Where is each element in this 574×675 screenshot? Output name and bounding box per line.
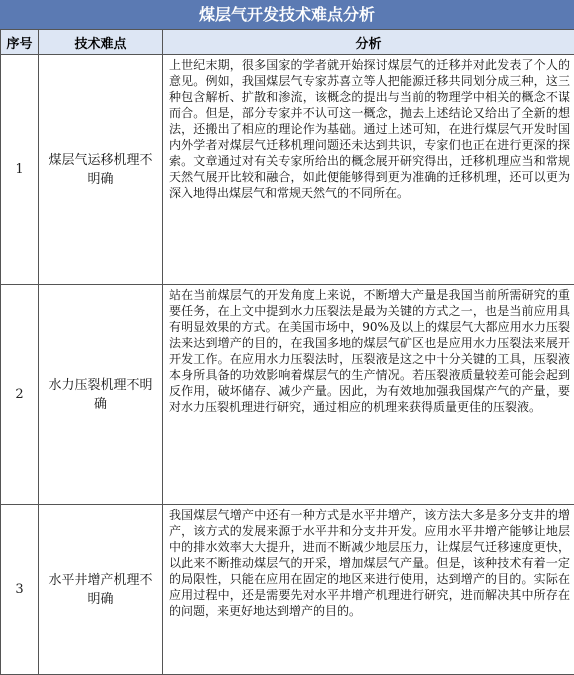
header-difficulty: 技术难点: [39, 30, 163, 55]
row-difficulty: 水平井增产机理不明确: [39, 505, 163, 675]
row-analysis: 上世纪末期，很多国家的学者就开始探讨煤层气的迁移并对此发表了个人的意见。例如，我国煤层气专家苏喜立等人把能源迁移共同划分成三种，这三种包含解析、扩散和渗流，该概念的提出与当前的物理学中相关的概念不谋而合。但是，部分专家并不认可这一概念，抛去上述结论又给出了全新的想法，还搬出了相应的理论作为基础。通过上述可知，在进行煤层气开发时国内外学者对煤层气迁移机理问题还未达到共识，专家们也正在进行更深的探索。文章通过对有关专家所给出的概念展开研究得出，迁移机理应当和常规天然气展开比较和融合，如此便能够得到更为准确的迁移机理，还可以更为深入地得出煤层气和常规天然气的不同所在。: [163, 55, 574, 285]
row-number: 3: [1, 505, 39, 675]
row-number: 1: [1, 55, 39, 285]
table-title: 煤层气开发技术难点分析: [0, 0, 574, 29]
row-number: 2: [1, 285, 39, 505]
row-analysis: 站在当前煤层气的开发角度上来说，不断增大产量是我国当前所需研究的重要任务，在上文中提到水力压裂法是最为关键的方式之一，也是当前应用具有明显效果的方式。在美国市场中，90%及以上的煤层气大都应用水力压裂法来达到增产的目的，在我国多地的煤层气矿区也是应用水力压裂法来展开开发工作。在应用水力压裂法时，压裂液是这之中十分关键的工具，压裂液本身所具备的功效影响着煤层气的生产情况。若压裂液质量较差可能会起到反作用，破坏储存、减少产量。因此，为有效地加强我国煤产气的产量，要对水力压裂机理进行研究，通过相应的机理来获得质量更佳的压裂液。: [163, 285, 574, 505]
table-row: [1, 505, 574, 675]
row-difficulty: 煤层气运移机理不明确: [39, 55, 163, 285]
table-row: [1, 55, 574, 285]
table-row: [1, 285, 574, 505]
difficulty-table: [0, 29, 574, 675]
row-difficulty: 水力压裂机理不明确: [39, 285, 163, 505]
header-no: 序号: [1, 30, 39, 55]
header-row: [1, 30, 574, 55]
row-analysis: 我国煤层气增产中还有一种方式是水平井增产，该方法大多是多分支井的增产，该方式的发展来源于水平井和分支井开发。应用水平井增产能够让地层中的排水效率大大提升，进而不断减少地层压力，让煤层气迁移速度更快，以此来不断推动煤层气的开采，增加煤层气产量。但是，该种技术有着一定的局限性，只能在应用在固定的地区来进行使用，达到增产的目的。实际在应用过程中，还是需要先对水平井增产机理进行研究，进而解决其中所存在的问题，来更好地达到增产的目的。: [163, 505, 574, 675]
header-analysis: 分析: [163, 30, 574, 55]
